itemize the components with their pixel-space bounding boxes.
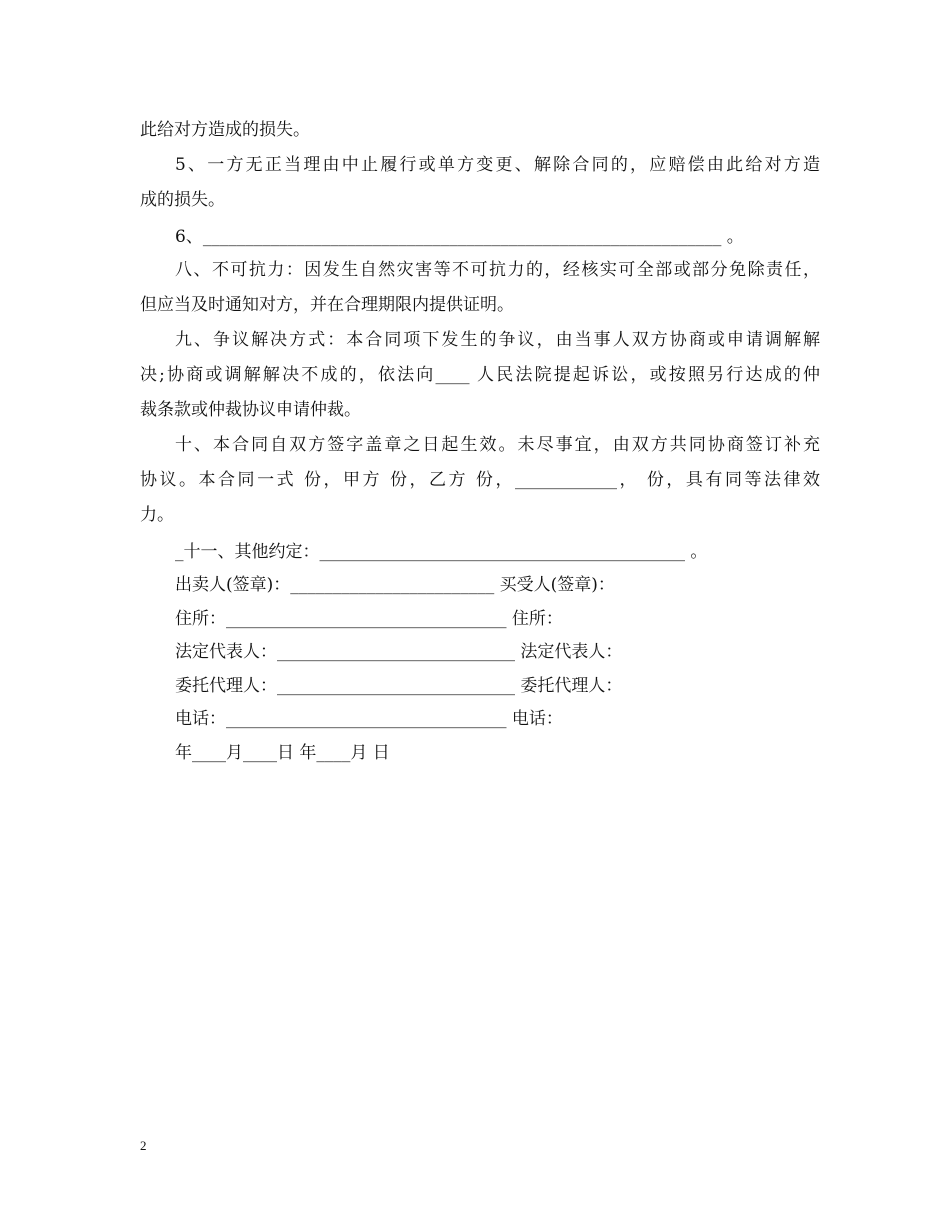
paragraph-line: 此给对方造成的损失。 bbox=[140, 120, 310, 140]
paragraph-line: 协议。本合同一式 份，甲方 份，乙方 份，____________， 份，具有同等法律效 bbox=[140, 470, 820, 490]
address-line: 住所：_________________________________ 住所： bbox=[175, 609, 563, 629]
legal-representative-line: 法定代表人：____________________________ 法定代表人： bbox=[175, 642, 623, 662]
paragraph-line: 但应当及时通知对方，并在合理期限内提供证明。 bbox=[140, 295, 514, 315]
seller-signature-line: 出卖人(签章)：________________________ 买受人(签章)： bbox=[175, 575, 615, 595]
paragraph-line: 成的损失。 bbox=[140, 190, 225, 210]
authorized-agent-line: 委托代理人：____________________________ 委托代理人： bbox=[175, 676, 623, 696]
paragraph-line: 5、一方无正当理由中止履行或单方变更、解除合同的，应赔偿由此给对方造 bbox=[175, 155, 820, 175]
paragraph-line: 十、本合同自双方签字盖章之日起生效。未尽事宜，由双方共同协商签订补充 bbox=[175, 435, 820, 455]
date-line: 年____月____日 年____月 日 bbox=[175, 743, 390, 763]
paragraph-line: 八、不可抗力：因发生自然灾害等不可抗力的，经核实可全部或部分免除责任， bbox=[175, 260, 820, 280]
paragraph-line: 力。 bbox=[140, 505, 174, 525]
other-terms-line: _十一、其他约定：___________________________________________ 。 bbox=[175, 542, 708, 562]
paragraph-line: 决;协商或调解解决不成的，依法向____ 人民法院提起诉讼，或按照另行达成的仲 bbox=[140, 365, 820, 385]
paragraph-line: 九、争议解决方式：本合同项下发生的争议，由当事人双方协商或申请调解解 bbox=[175, 330, 820, 350]
page-number: 2 bbox=[140, 1138, 147, 1153]
blank-clause-line: 6、_____________________________________________________________ 。 bbox=[175, 227, 744, 247]
phone-line: 电话：_________________________________ 电话： bbox=[175, 709, 563, 729]
paragraph-line: 裁条款或仲裁协议申请仲裁。 bbox=[140, 400, 361, 420]
